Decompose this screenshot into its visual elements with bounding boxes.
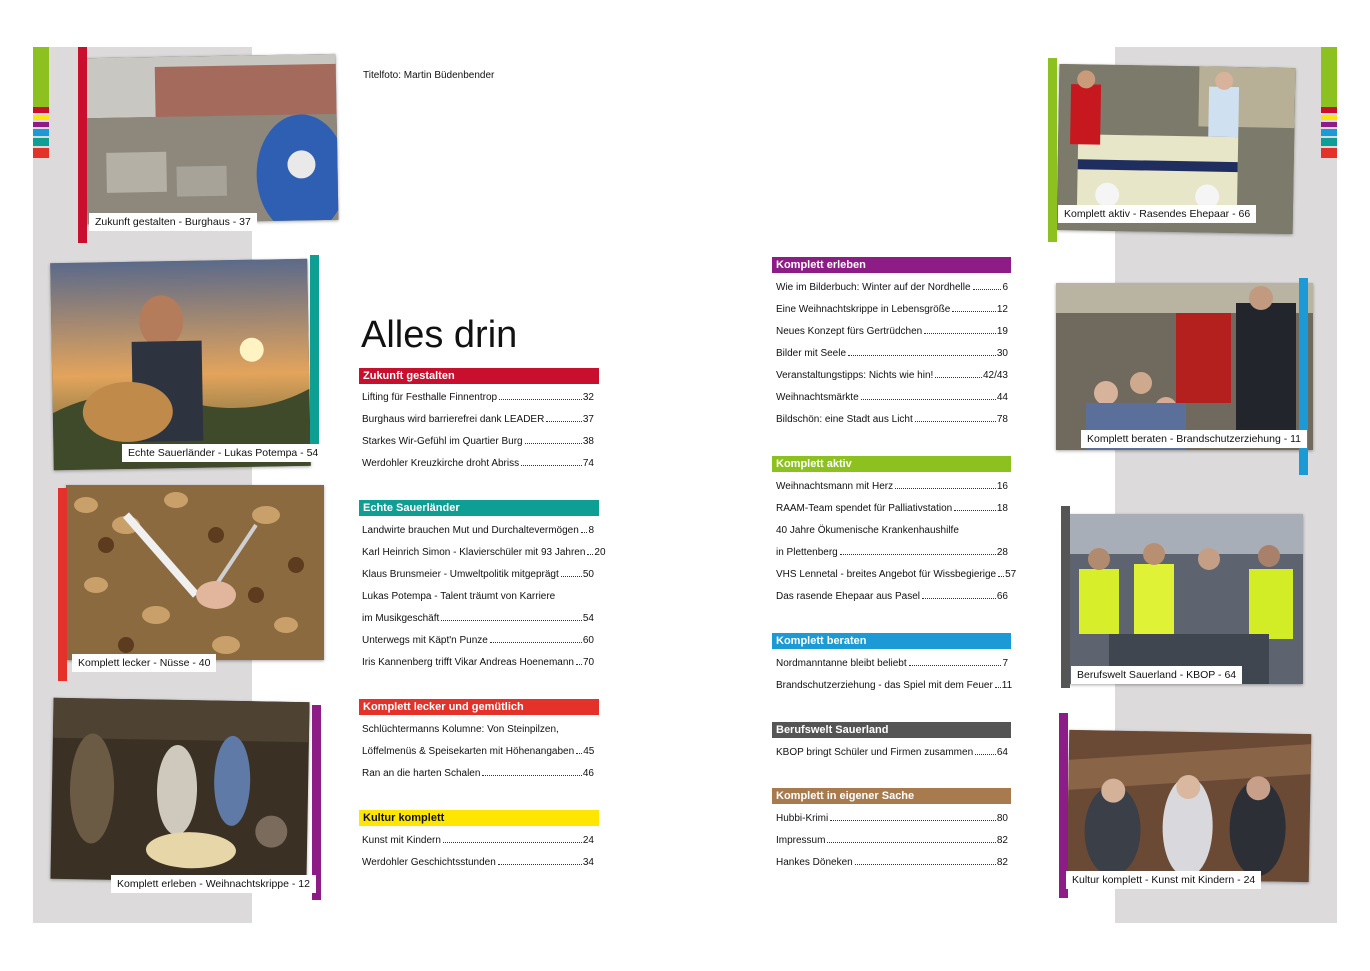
section-heading: Komplett beraten [772,633,1011,649]
toc-entry[interactable] [362,852,594,874]
toc-entry[interactable] [776,564,1017,586]
photo-kunst [1067,730,1312,882]
toc-entry[interactable] [776,498,1008,520]
toc-entry-page: 38 [582,436,594,447]
section-heading: Komplett erleben [772,257,1011,273]
toc-entry-page: 19 [996,326,1008,337]
toc-entry-page: 34 [582,857,594,868]
photo-nuesse [66,485,324,660]
toc-entry-title: Lifting für Festhalle Finnentrop [362,392,498,403]
photo-caption-brandschutz: Komplett beraten - Brandschutzerziehung - 11 [1081,430,1307,448]
toc-entry-title: Das rasende Ehepaar aus Pasel [776,591,920,602]
toc-entry-title: Kunst mit Kindern [362,835,441,846]
photo-potempa [50,259,311,470]
toc-entry-title: in Plettenberg [776,547,838,558]
toc-entry[interactable] [776,409,1008,431]
toc-entry-page: 37 [582,414,594,425]
toc-entry-title: RAAM-Team spendet für Palliativstation [776,503,953,514]
toc-entry-title: Brandschutzerziehung - das Spiel mit dem Feuer [776,680,993,691]
toc-entry-page: 46 [582,768,594,779]
toc-entry[interactable] [776,675,1013,697]
toc-entry-page: 32 [582,392,594,403]
toc-entry-page: 50 [582,569,594,580]
toc-entry-page: 8 [588,525,594,536]
toc-entry-page: 42/43 [982,370,1008,381]
toc-entry[interactable] [776,653,1008,675]
toc-entry-line1[interactable]: 40 Jahre Ökumenische Krankenhaushilfe [776,525,959,536]
toc-entry[interactable] [362,830,594,852]
toc-entry-title: Hankes Döneken [776,857,853,868]
toc-entry[interactable] [362,652,594,674]
toc-entry[interactable] [776,852,1008,874]
toc-entry[interactable] [776,808,1008,830]
toc-entry[interactable] [362,542,606,564]
toc-entry-line1[interactable]: Schlüchtermanns Kolumne: Von Steinpilzen, [362,724,559,735]
toc-entry[interactable] [776,299,1008,321]
toc-entry[interactable] [362,520,594,542]
photo-caption-kunst: Kultur komplett - Kunst mit Kindern - 24 [1066,871,1261,889]
toc-entry-page: 11 [1001,680,1013,691]
toc-entry-title: Weihnachtsmann mit Herz [776,481,894,492]
section-heading: Komplett aktiv [772,456,1011,472]
toc-entry-title: Hubbi-Krimi [776,813,829,824]
toc-entry-title: Werdohler Kreuzkirche droht Abriss [362,458,520,469]
teal-marker-bar [310,255,319,462]
toc-entry-page: 18 [996,503,1008,514]
toc-entry-title: Eine Weihnachtskrippe in Lebensgröße [776,304,951,315]
section-heading: Zukunft gestalten [359,368,599,384]
toc-entry-title: KBOP bringt Schüler und Firmen zusammen [776,747,974,758]
toc-entry-title: im Musikgeschäft [362,613,440,624]
section-heading: Komplett lecker und gemütlich [359,699,599,715]
toc-entry[interactable] [776,343,1008,365]
toc-entry-title: Ran an die harten Schalen [362,768,481,779]
toc-entry-page: 80 [996,813,1008,824]
toc-entry-page: 70 [582,657,595,668]
toc-entry-page: 82 [996,835,1008,846]
toc-entry-title: Impressum [776,835,826,846]
toc-entry-page: 66 [996,591,1008,602]
toc-entry[interactable] [776,742,1008,764]
photo-caption-ehepaar: Komplett aktiv - Rasendes Ehepaar - 66 [1058,205,1256,223]
photo-caption-burghaus: Zukunft gestalten - Burghaus - 37 [89,213,257,231]
section-heading: Komplett in eigener Sache [772,788,1011,804]
toc-entry-title: Starkes Wir-Gefühl im Quartier Burg [362,436,523,447]
photo-burghaus [85,54,339,224]
toc-entry-title: Wie im Bilderbuch: Winter auf der Nordhelle [776,282,971,293]
toc-entry-page: 57 [1005,569,1017,580]
toc-entry-title: Veranstaltungstipps: Nichts wie hin! [776,370,934,381]
toc-entry-page: 45 [583,746,595,757]
toc-entry[interactable] [362,453,594,475]
photo-krippe [50,698,309,883]
toc-entry-page: 16 [996,481,1008,492]
toc-entry-page: 82 [996,857,1008,868]
toc-entry-title: Burghaus wird barrierefrei dank LEADER [362,414,545,425]
toc-entry-title: Löffelmenüs & Speisekarten mit Höhenangaben [362,746,575,757]
toc-entry-title: Neues Konzept fürs Gertrüdchen [776,326,923,337]
toc-entry[interactable] [776,830,1008,852]
toc-entry[interactable] [362,387,594,409]
red-marker-bar [78,47,87,243]
toc-entry[interactable] [776,586,1008,608]
toc-entry-page: 44 [996,392,1008,403]
toc-entry-title: Bildschön: eine Stadt aus Licht [776,414,913,425]
toc-entry-title: Weihnachtsmärkte [776,392,859,403]
toc-entry[interactable] [776,365,1008,387]
toc-entry[interactable] [776,476,1008,498]
toc-entry-page: 60 [582,635,594,646]
section-heading: Echte Sauerländer [359,500,599,516]
toc-entry[interactable] [776,542,1008,564]
photo-caption-nuesse: Komplett lecker - Nüsse - 40 [72,654,216,672]
toc-entry-title: Bilder mit Seele [776,348,847,359]
toc-entry[interactable] [776,321,1008,343]
toc-entry[interactable] [776,387,1008,409]
toc-entry-page: 28 [996,547,1008,558]
toc-entry[interactable] [362,763,594,785]
toc-entry-line1[interactable]: Lukas Potempa - Talent träumt von Karriere [362,591,556,602]
toc-entry[interactable] [362,741,594,763]
photo-caption-krippe: Komplett erleben - Weihnachtskrippe - 12 [111,875,316,893]
toc-entry-page: 78 [996,414,1008,425]
section-heading: Berufswelt Sauerland [772,722,1011,738]
toc-entry-title: Werdohler Geschichtsstunden [362,857,496,868]
photo-brandschutz [1056,283,1313,450]
darkgrey-marker-bar [1061,506,1070,688]
green-marker-bar [1048,58,1057,242]
toc-entry[interactable] [362,630,594,652]
photo-credit: Titelfoto: Martin Büdenbender [363,70,495,81]
photo-caption-potempa: Echte Sauerländer - Lukas Potempa - 54 [122,444,324,462]
purple-marker-bar-left [312,705,321,900]
toc-entry-title: Karl Heinrich Simon - Klavierschüler mit 93 Jahren [362,547,586,558]
toc-entry[interactable] [362,608,594,630]
toc-entry-page: 24 [582,835,594,846]
toc-entry-page: 20 [594,547,606,558]
toc-entry-title: Nordmanntanne bleibt beliebt [776,658,907,669]
toc-entry-page: 30 [996,348,1008,359]
toc-entry-page: 74 [582,458,594,469]
toc-entry-page: 6 [1002,282,1008,293]
page-title: Alles drin [361,314,518,356]
toc-entry-title: Iris Kannenberg trifft Vikar Andreas Hoenemann [362,657,574,668]
toc-entry[interactable] [362,431,594,453]
photo-kbop [1069,514,1303,684]
toc-entry-page: 54 [582,613,594,624]
toc-entry[interactable] [776,277,1008,299]
toc-entry[interactable] [362,564,594,586]
toc-entry-page: 64 [996,747,1008,758]
toc-entry-page: 12 [996,304,1008,315]
toc-entry-title: Landwirte brauchen Mut und Durchaltevermögen [362,525,579,536]
toc-entry[interactable] [362,409,594,431]
toc-entry-title: Unterwegs mit Käpt'n Punze [362,635,488,646]
toc-entry-title: Klaus Brunsmeier - Umweltpolitik mitgeprägt [362,569,559,580]
toc-entry-page: 7 [1002,658,1008,669]
photo-caption-kbop: Berufswelt Sauerland - KBOP - 64 [1071,666,1242,684]
coral-marker-bar [58,488,67,681]
section-heading: Kultur komplett [359,810,599,826]
toc-entry-title: VHS Lennetal - breites Angebot für Wissbegierige [776,569,997,580]
